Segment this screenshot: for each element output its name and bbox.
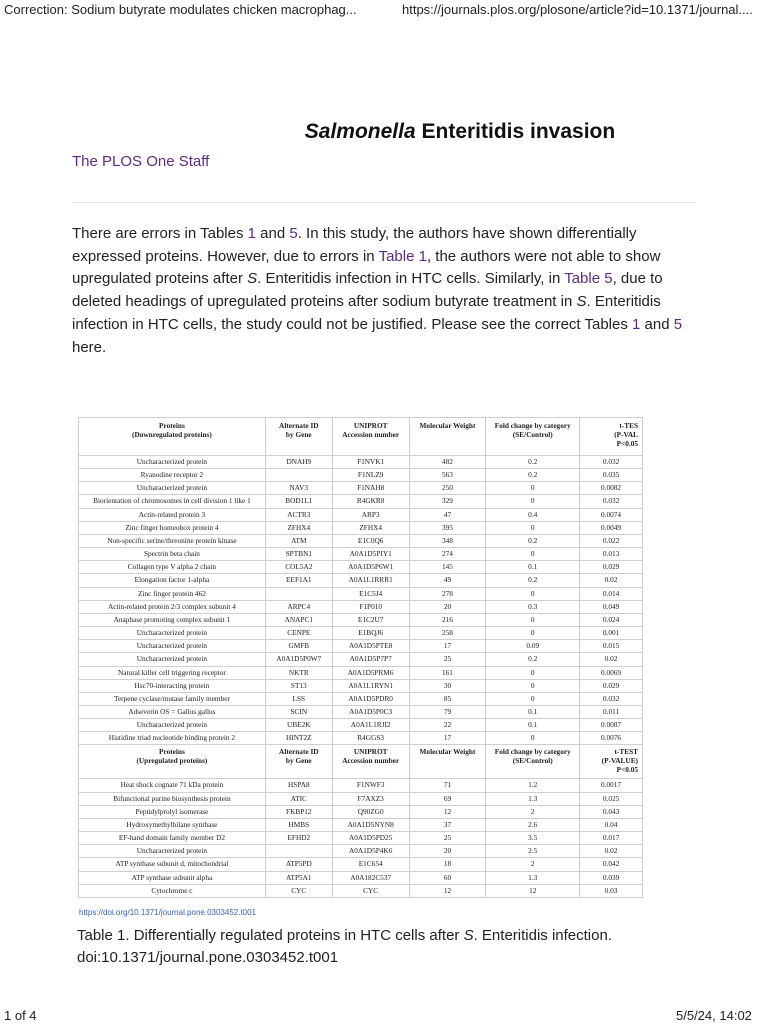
table-cell: 395	[409, 521, 486, 534]
table-cell: 69	[409, 792, 486, 805]
para-text: , the authors were not able to show upregulated proteins after	[72, 247, 661, 288]
column-header: Fold change by category (SE/Control)	[486, 418, 580, 456]
table-cell: E1C2U7	[332, 613, 409, 626]
table-cell: E1C654	[332, 858, 409, 871]
table-cell: HSPA8	[265, 779, 332, 792]
table-cell: 0	[486, 613, 580, 626]
table-cell: 20	[409, 845, 486, 858]
table-image[interactable]	[78, 417, 643, 898]
table-cell: Spectrin beta chain	[79, 548, 266, 561]
table-cell: EF-hand domain family member D2	[79, 832, 266, 845]
author-link[interactable]: The PLOS One Staff	[72, 153, 210, 170]
table1-link-3[interactable]: 1	[632, 315, 641, 333]
table-cell: 79	[409, 705, 486, 718]
table-cell: 0.09	[486, 640, 580, 653]
table-cell: 12	[409, 805, 486, 818]
table-cell: A0A182C537	[332, 871, 409, 884]
table-cell: EEF1A1	[265, 574, 332, 587]
table-row	[79, 705, 643, 718]
table-row	[79, 561, 643, 574]
table-cell: ST13	[265, 679, 332, 692]
print-datetime: 5/5/24, 14:02	[676, 1008, 752, 1023]
table-cell: F1P010	[332, 600, 409, 613]
column-header: Alternate ID by Gene	[265, 745, 332, 779]
table-cell: E1BQJ6	[332, 627, 409, 640]
table-cell: Actin-related protein 3	[79, 508, 266, 521]
caption-text: . Enteritidis infection.	[473, 927, 612, 944]
table-cell: 0.024	[580, 613, 643, 626]
table-cell: 1.3	[486, 871, 580, 884]
table-cell: 2.5	[486, 845, 580, 858]
table-cell: 1.2	[486, 779, 580, 792]
table-cell: 0.04	[580, 818, 643, 831]
table-cell: 0.025	[580, 792, 643, 805]
table-row	[79, 508, 643, 521]
table-cell: 0.2	[486, 534, 580, 547]
table-cell: 0	[486, 495, 580, 508]
table-cell: 0.02	[580, 653, 643, 666]
table-cell: 0	[486, 548, 580, 561]
table-cell: Uncharacterized protein	[79, 482, 266, 495]
table-cell: 0.032	[580, 495, 643, 508]
table-row	[79, 627, 643, 640]
table-row	[79, 666, 643, 679]
table-cell: A0A1D5PIY1	[332, 548, 409, 561]
table-row	[79, 456, 643, 469]
table-cell: 348	[409, 534, 486, 547]
table-cell: 0.2	[486, 653, 580, 666]
table-cell: A0A1D5P0C3	[332, 705, 409, 718]
table-cell: Actin-related protein 2/3 complex subunit 4	[79, 600, 266, 613]
table-cell: UBE2K	[265, 719, 332, 732]
table-cell: 0.0087	[580, 719, 643, 732]
table-cell: 0.0017	[580, 779, 643, 792]
table-cell: 71	[409, 779, 486, 792]
table-cell: 0.0082	[580, 482, 643, 495]
table-cell: Uncharacterized protein	[79, 719, 266, 732]
table-cell: 0.022	[580, 534, 643, 547]
table-cell: 0	[486, 679, 580, 692]
table-cell: 49	[409, 574, 486, 587]
table-cell: 0.029	[580, 679, 643, 692]
table-cell: Zinc finger protein 462	[79, 587, 266, 600]
table-cell: 0.0076	[580, 732, 643, 745]
table-cell: HINT2Z	[265, 732, 332, 745]
table-cell: SCIN	[265, 705, 332, 718]
table-cell: 0	[486, 627, 580, 640]
table-cell: Terpene cyclase/mutase family member	[79, 692, 266, 705]
table-cell: 3.5	[486, 832, 580, 845]
table-cell: A0A1L1RYN1	[332, 679, 409, 692]
table-cell: 1.3	[486, 792, 580, 805]
table-cell: 2.6	[486, 818, 580, 831]
table-cell: 274	[409, 548, 486, 561]
table-caption	[77, 925, 707, 969]
table-cell: 0.014	[580, 587, 643, 600]
table-cell: 30	[409, 679, 486, 692]
table-row	[79, 871, 643, 884]
table-cell: 0.042	[580, 858, 643, 871]
table-header-row	[79, 418, 643, 456]
table-cell: NAV3	[265, 482, 332, 495]
table-cell: BOD1L1	[265, 495, 332, 508]
table-cell: F1NLZ9	[332, 469, 409, 482]
table-cell: 0.001	[580, 627, 643, 640]
column-header: Proteins (Downregulated proteins)	[79, 418, 266, 456]
table-cell: 0.0049	[580, 521, 643, 534]
title-italic: Salmonella	[304, 120, 416, 143]
table-cell: 0	[486, 521, 580, 534]
table-cell: ATIC	[265, 792, 332, 805]
table-cell: 25	[409, 653, 486, 666]
table-cell: Hydroxymethylbilane synthase	[79, 818, 266, 831]
table-cell: DNAH9	[265, 456, 332, 469]
table-cell: E1C5J4	[332, 587, 409, 600]
table-cell: 482	[409, 456, 486, 469]
table-cell: A0A1L1RJI2	[332, 719, 409, 732]
table-cell: CENPE	[265, 627, 332, 640]
table5-link[interactable]: 5	[289, 225, 298, 242]
table-row	[79, 534, 643, 547]
table-cell: 0	[486, 482, 580, 495]
table-cell: Anaphase promoting complex subunit 1	[79, 613, 266, 626]
table-cell: ANAPC1	[265, 613, 332, 626]
table-header-row	[79, 745, 643, 779]
caption-italic: S	[463, 927, 474, 944]
para-text: , due to deleted headings of upregulated proteins after sodium butyrate treatment in	[72, 270, 663, 311]
table-cell: 0.0069	[580, 666, 643, 679]
table-cell: 2	[486, 858, 580, 871]
table-row	[79, 548, 643, 561]
table-cell: Histidine triad nucleotide binding protein 2	[79, 732, 266, 745]
table-cell: ZFHX4	[332, 521, 409, 534]
table-cell: 145	[409, 561, 486, 574]
table-cell: 0.2	[486, 574, 580, 587]
table-cell: Uncharacterized protein	[79, 845, 266, 858]
table-row	[79, 679, 643, 692]
table-row	[79, 858, 643, 871]
table-row	[79, 495, 643, 508]
table-cell: 0.1	[486, 561, 580, 574]
table-cell: 12	[486, 884, 580, 897]
table5-link-3[interactable]: 5	[673, 315, 683, 333]
para-italic: S	[576, 293, 587, 311]
table-cell: 0.015	[580, 640, 643, 653]
table-cell: 0	[486, 732, 580, 745]
table-row	[79, 805, 643, 818]
table-cell: A0A1D5PRM6	[332, 666, 409, 679]
table-row	[79, 818, 643, 831]
column-header: UNIPROT Accession number	[332, 418, 409, 456]
table-cell: 0	[486, 692, 580, 705]
table-row	[79, 469, 643, 482]
table-cell: Zinc finger homeobox protein 4	[79, 521, 266, 534]
table-cell: ARPC4	[265, 600, 332, 613]
table-cell: CYC	[332, 884, 409, 897]
table-cell: 216	[409, 613, 486, 626]
table-cell: 0.011	[580, 705, 643, 718]
table-cell: ZFHX4	[265, 521, 332, 534]
table-cell: Uncharacterized protein	[79, 627, 266, 640]
table1-link-2[interactable]: Table 1	[378, 247, 427, 265]
table-cell: Ryanodine receptor 2	[79, 469, 266, 482]
table-cell: ATP5PD	[265, 858, 332, 871]
table-cell: 0.029	[580, 561, 643, 574]
table-row	[79, 587, 643, 600]
table-cell: E1C0Q6	[332, 534, 409, 547]
table-cell: A0A1D5PDR0	[332, 692, 409, 705]
table-cell	[265, 845, 332, 858]
table-cell: ACTR3	[265, 508, 332, 521]
table-cell: 0.0074	[580, 508, 643, 521]
table-cell: 0.043	[580, 805, 643, 818]
table-cell	[265, 469, 332, 482]
divider	[72, 202, 696, 203]
para-text: here.	[72, 338, 107, 356]
table-cell: F1NVK1	[332, 456, 409, 469]
table-cell: HMBS	[265, 818, 332, 831]
table-cell: 60	[409, 871, 486, 884]
table-cell: 250	[409, 482, 486, 495]
page-count: 1 of 4	[4, 1008, 37, 1023]
table-row	[79, 732, 643, 745]
table-cell: Cytochrome c	[79, 884, 266, 897]
table-cell: 0	[486, 587, 580, 600]
para-text: . In this study, the authors have shown differentially expressed proteins. However, due to errors in	[72, 225, 637, 265]
para-text: There are errors in Tables	[72, 225, 248, 242]
table-row	[79, 653, 643, 666]
table-cell: Q90ZG0	[332, 805, 409, 818]
table-cell: NKTR	[265, 666, 332, 679]
table-cell: 0.035	[580, 469, 643, 482]
table-cell: 0.039	[580, 871, 643, 884]
table-cell: Uncharacterized protein	[79, 640, 266, 653]
table-cell: 0.032	[580, 456, 643, 469]
table-cell: GMFB	[265, 640, 332, 653]
table-cell: A0A1D5NYN8	[332, 818, 409, 831]
table-cell: Bifunctional purine biosynthesis protein	[79, 792, 266, 805]
table-cell: A0A1D5PD25	[332, 832, 409, 845]
table-cell: Adseverin OS = Gallus gallus	[79, 705, 266, 718]
table-cell: 278	[409, 587, 486, 600]
para-text: . Enteritidis infection in HTC cells. Similarly, in	[257, 270, 565, 288]
caption-text: Table 1. Differentially regulated proteins in HTC cells after	[77, 927, 464, 944]
table-cell: R4GKR8	[332, 495, 409, 508]
table-cell: 0.017	[580, 832, 643, 845]
table-row	[79, 884, 643, 897]
table-cell: A0A1D5P0W7	[265, 653, 332, 666]
table-cell: Hsc70-interacting protein	[79, 679, 266, 692]
table-cell: 0.3	[486, 600, 580, 613]
table-cell: 0.2	[486, 456, 580, 469]
table-cell: ATP5A1	[265, 871, 332, 884]
table-cell: 22	[409, 719, 486, 732]
table-cell: 0.03	[580, 884, 643, 897]
table-row	[79, 574, 643, 587]
table-cell: 258	[409, 627, 486, 640]
correction-paragraph	[72, 223, 698, 359]
table-cell: F1NWF3	[332, 779, 409, 792]
table-cell: Uncharacterized protein	[79, 653, 266, 666]
table-cell: Biorientation of chromosomes in cell division 1 like 1	[79, 495, 266, 508]
title-rest: Enteritidis invasion	[415, 120, 616, 143]
column-header: Molecular Weight	[409, 418, 486, 456]
para-italic: S	[247, 270, 258, 288]
table-cell: 17	[409, 640, 486, 653]
table-cell: 25	[409, 832, 486, 845]
table-row	[79, 719, 643, 732]
table-cell: COL5A2	[265, 561, 332, 574]
table-cell: Natural killer cell triggering receptor	[79, 666, 266, 679]
table-cell: ATP synthase subunit alpha	[79, 871, 266, 884]
protein-table	[78, 417, 643, 898]
table-cell: A0A1D5P7P7	[332, 653, 409, 666]
column-header: t-TES (P-VAL P<0.05	[580, 418, 643, 456]
table-cell: 0.2	[486, 469, 580, 482]
table-cell: 37	[409, 818, 486, 831]
table-cell: 0.013	[580, 548, 643, 561]
table-cell: 0.032	[580, 692, 643, 705]
column-header: Alternate ID by Gene	[265, 418, 332, 456]
table-row	[79, 692, 643, 705]
table-cell: Non-specific serine/threonine protein kinase	[79, 534, 266, 547]
table-cell: 12	[409, 884, 486, 897]
table-cell: 0.02	[580, 574, 643, 587]
article-title	[0, 120, 768, 144]
table-row	[79, 640, 643, 653]
table-row	[79, 779, 643, 792]
table-cell: 0.4	[486, 508, 580, 521]
table-cell: 0.049	[580, 600, 643, 613]
table-cell: 563	[409, 469, 486, 482]
table-cell: F1NAH8	[332, 482, 409, 495]
para-text: and	[640, 315, 674, 333]
column-header: Fold change by category (SE/Control)	[486, 745, 580, 779]
table-cell: FKBP12	[265, 805, 332, 818]
table-cell: Peptidylprolyl isomerase	[79, 805, 266, 818]
table-cell: R4GGS3	[332, 732, 409, 745]
table-cell: A0A1D5P6W1	[332, 561, 409, 574]
table-cell: A0A1D5PTE8	[332, 640, 409, 653]
table-cell: Elongation factor 1-alpha	[79, 574, 266, 587]
table-cell: 0.1	[486, 719, 580, 732]
table-row	[79, 521, 643, 534]
table-cell: 85	[409, 692, 486, 705]
print-page-url[interactable]: https://journals.plos.org/plosone/article?id=10.1371/journal....	[402, 2, 753, 17]
print-page-title: Correction: Sodium butyrate modulates chicken macrophag...	[4, 2, 357, 17]
caption-doi[interactable]: doi:10.1371/journal.pone.0303452.t001	[77, 949, 339, 966]
table-cell: Heat shock cognate 71 kDa protein	[79, 779, 266, 792]
table-cell: 17	[409, 732, 486, 745]
table-cell: ATM	[265, 534, 332, 547]
table-row	[79, 482, 643, 495]
table-cell: LSS	[265, 692, 332, 705]
para-text: . Enteritidis infection in HTC cells, the study could not be justified. Please see the correct Tables	[72, 293, 661, 333]
table-row	[79, 792, 643, 805]
table-row	[79, 600, 643, 613]
column-header: t-TEST (P-VALUE) P<0.05	[580, 745, 643, 779]
table-cell: ATP synthase subunit d, mitochondrial	[79, 858, 266, 871]
table-cell: CYC	[265, 884, 332, 897]
table-row	[79, 832, 643, 845]
table-cell: Uncharacterized protein	[79, 456, 266, 469]
para-text: and	[255, 225, 290, 242]
table5-link-2[interactable]: Table 5	[564, 270, 613, 288]
table-cell: SPTBN1	[265, 548, 332, 561]
table-cell: EFHD2	[265, 832, 332, 845]
column-header: UNIPROT Accession number	[332, 745, 409, 779]
table-cell: A0A1L1RRR1	[332, 574, 409, 587]
table-cell: 2	[486, 805, 580, 818]
table-cell: 161	[409, 666, 486, 679]
table-cell: A0A1D5P4K6	[332, 845, 409, 858]
table1-link[interactable]: 1	[247, 225, 256, 242]
table-cell: ARP3	[332, 508, 409, 521]
table-cell: 18	[409, 858, 486, 871]
table-cell: 0	[486, 666, 580, 679]
table-cell: Collagen type V alpha 2 chain	[79, 561, 266, 574]
table-cell: 329	[409, 495, 486, 508]
table-cell: 0.1	[486, 705, 580, 718]
column-header: Molecular Weight	[409, 745, 486, 779]
table-doi-link[interactable]: https://doi.org/10.1371/journal.pone.0303452.t001	[79, 908, 257, 917]
table-cell: 0.02	[580, 845, 643, 858]
column-header: Proteins (Upregulated proteins)	[79, 745, 266, 779]
table-cell: 47	[409, 508, 486, 521]
table-cell: F7AXZ3	[332, 792, 409, 805]
table-row	[79, 845, 643, 858]
table-cell	[265, 587, 332, 600]
table-row	[79, 613, 643, 626]
table-cell: 20	[409, 600, 486, 613]
